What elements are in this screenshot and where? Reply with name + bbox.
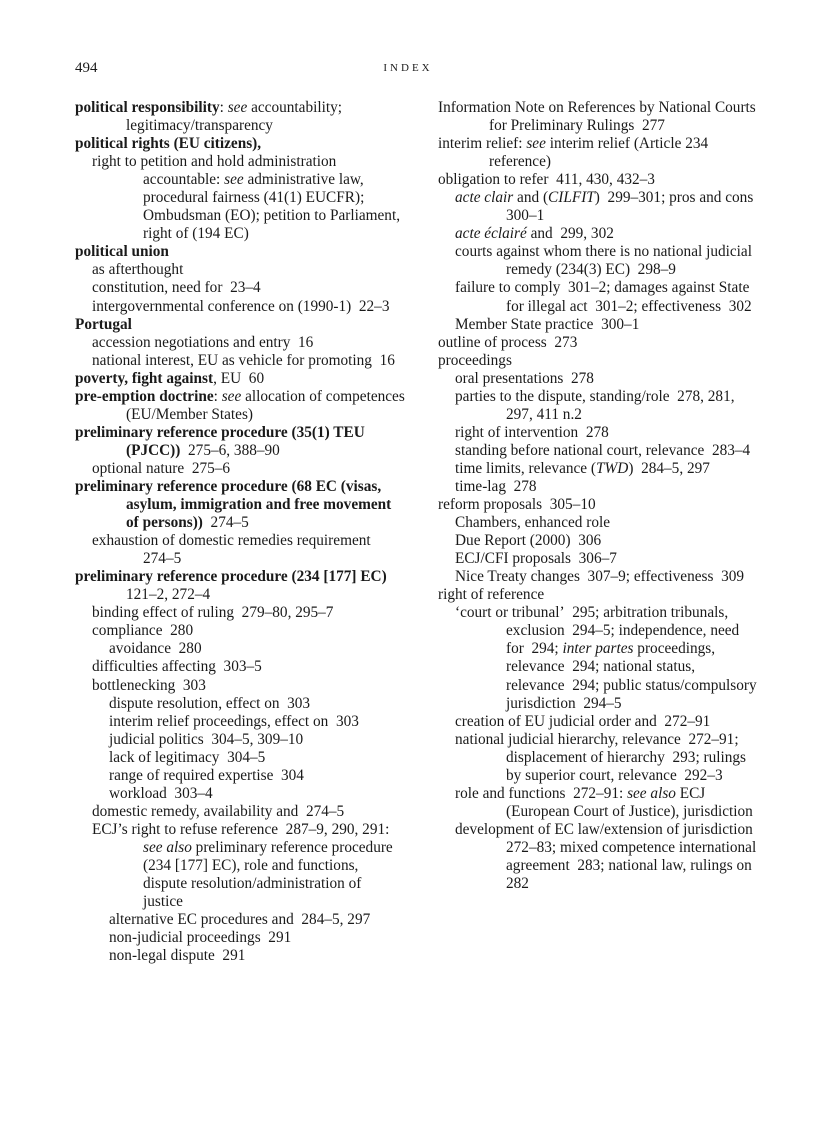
index-entry: oral presentations 278: [455, 369, 594, 387]
index-entry: as afterthought: [92, 261, 184, 279]
index-entry: parties to the dispute, standing/role 278, 281, 297, 411 n.2: [455, 387, 735, 423]
index-entry: binding effect of ruling 279–80, 295–7: [92, 604, 334, 622]
index-entry: difficulties affecting 303–5: [92, 658, 262, 676]
index-entry: workload 303–4: [109, 784, 213, 802]
index-entry: compliance 280: [92, 622, 194, 640]
index-entry: lack of legitimacy 304–5: [109, 748, 266, 766]
index-heading: preliminary reference procedure (234 [177] EC): [75, 568, 387, 586]
index-entry: right of intervention 278: [455, 423, 609, 441]
index-heading: political union: [75, 243, 169, 261]
index-entry: courts against whom there is no national judicial remedy (234(3) EC) 298–9: [455, 243, 752, 279]
index-heading: political rights (EU citizens),: [75, 135, 262, 153]
index-entry: domestic remedy, availability and 274–5: [92, 802, 345, 820]
index-entry: Due Report (2000) 306: [455, 532, 602, 550]
index-entry: non-legal dispute 291: [109, 947, 246, 965]
right-index-column: [438, 99, 758, 893]
index-entry: [75, 243, 405, 261]
index-entry: intergovernmental conference on (1990-1) 22–3: [92, 297, 390, 315]
index-entry: poverty, fight against, EU 60: [75, 369, 265, 387]
index-entry: optional nature 275–6: [92, 459, 231, 477]
index-entry: judicial politics 304–5, 309–10: [109, 730, 304, 748]
index-entry: constitution, need for 23–4: [92, 279, 261, 297]
index-entry: preliminary reference procedure (68 EC (visas, asylum, immigration and free movement of persons)) 274–5: [75, 477, 392, 532]
index-entry: non-judicial proceedings 291: [109, 929, 292, 947]
index-entry: preliminary reference procedure (234 [177] EC) 121–2, 272–4: [75, 568, 391, 604]
index-entry: dispute resolution, effect on 303: [109, 694, 311, 712]
index-entry: political responsibility: see accountability; legitimacy/transparency: [75, 99, 342, 135]
index-entry: proceedings: [438, 351, 512, 369]
index-entry: time-lag 278: [455, 477, 537, 495]
index-entry: Information Note on References by National Courts for Preliminary Rulings 277: [438, 99, 756, 135]
index-entry: alternative EC procedures and 284–5, 297: [109, 911, 371, 929]
page-number: 494: [75, 60, 98, 76]
index-entry: national interest, EU as vehicle for promoting 16: [92, 351, 395, 369]
index-heading: poverty, fight against: [75, 369, 214, 387]
index-entry: role and functions 272–91: see also ECJ (European Court of Justice), jurisdiction: [455, 784, 753, 820]
index-entry: time limits, relevance (TWD) 284–5, 297: [455, 459, 710, 477]
index-entry: outline of process 273: [438, 333, 578, 351]
index-entry: bottlenecking 303: [92, 676, 206, 694]
index-entry: ‘court or tribunal’ 295; arbitration tribunals, exclusion 294–5; independence, need for 294; inter partes proceedings, relevance 294; national status, relevance 294; public status/compulsory jurisdiction 294–5: [455, 604, 757, 712]
running-head: INDEX: [383, 62, 433, 74]
index-entry: national judicial hierarchy, relevance 272–91; displacement of hierarchy 293; rulings by superior court, relevance 292–3: [455, 730, 747, 784]
index-entry: ECJ’s right to refuse reference 287–9, 290, 291: see also preliminary reference procedure (234 [177] EC), role and functions, dispute resolution/administration of justice: [92, 820, 393, 911]
index-entry: failure to comply 301–2; damages against State for illegal act 301–2; effectiveness 302: [455, 279, 752, 315]
index-entry: Chambers, enhanced role: [455, 514, 611, 532]
index-entry: development of EC law/extension of jurisdiction 272–83; mixed competence international agreement 283; national law, rulings on 282: [455, 820, 757, 893]
index-heading: preliminary reference procedure (35(1) TEU (PJCC)): [75, 423, 365, 459]
index-entry: [75, 135, 405, 153]
index-heading: preliminary reference procedure (68 EC (visas, asylum, immigration and free movement of persons)): [75, 477, 392, 532]
index-entry: creation of EU judicial order and 272–91: [455, 712, 711, 730]
index-entry: obligation to refer 411, 430, 432–3: [438, 171, 655, 189]
index-entry: interim relief: see interim relief (Article 234 reference): [438, 135, 709, 171]
left-index-column: [75, 99, 405, 965]
index-heading: pre-emption doctrine: [75, 387, 214, 405]
index-entry: ECJ/CFI proposals 306–7: [455, 550, 617, 568]
index-heading: Portugal: [75, 315, 132, 333]
index-entry: reform proposals 305–10: [438, 496, 596, 514]
index-entry: avoidance 280: [109, 640, 202, 658]
index-entry: preliminary reference procedure (35(1) TEU (PJCC)) 275–6, 388–90: [75, 423, 365, 459]
index-entry: standing before national court, relevance 283–4: [455, 441, 751, 459]
index-entry: Nice Treaty changes 307–9; effectiveness 309: [455, 568, 745, 586]
index-entry: [75, 316, 405, 334]
index-entry: accession negotiations and entry 16: [92, 333, 314, 351]
index-entry: pre-emption doctrine: see allocation of competences (EU/Member States): [75, 387, 405, 423]
index-entry: right of reference: [438, 586, 545, 604]
index-heading: political responsibility: [75, 99, 220, 116]
index-entry: Member State practice 300–1: [455, 315, 640, 333]
index-entry: range of required expertise 304: [109, 766, 304, 784]
index-entry: acte éclairé and 299, 302: [455, 225, 614, 243]
index-entry: right to petition and hold administration accountable: see administrative law, procedural fairness (41(1) EUCFR); Ombudsman (EO); petition to Parliament, right of (194 EC): [92, 153, 401, 243]
index-entry: interim relief proceedings, effect on 303: [109, 712, 359, 730]
index-entry: exhaustion of domestic remedies requirement 274–5: [92, 532, 375, 568]
index-entry: acte clair and (CILFIT) 299–301; pros and cons 300–1: [455, 189, 758, 225]
